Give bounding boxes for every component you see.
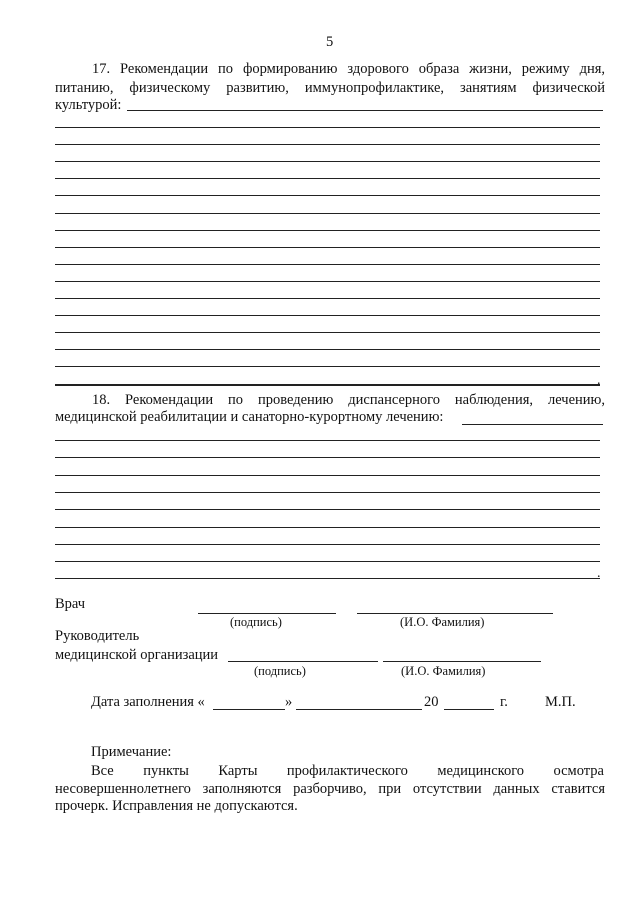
section17-line1: 17. Рекомендации по формированию здорового образа жизни, режиму дня, <box>92 61 605 77</box>
section18-answer-line[interactable] <box>55 527 600 528</box>
section18-answer-line[interactable] <box>55 578 600 579</box>
stamp-label: М.П. <box>545 694 576 710</box>
section17-answer-line[interactable] <box>55 281 600 282</box>
section18-answer-line[interactable] <box>55 561 600 562</box>
date-day-field[interactable] <box>213 709 285 710</box>
section18-answer-line[interactable] <box>55 544 600 545</box>
note-title: Примечание: <box>91 744 172 760</box>
note-line1: Все пункты Карты профилактического медицинского осмотра <box>91 763 604 779</box>
section17-answer-line[interactable] <box>55 144 600 145</box>
section17-answer-line[interactable] <box>55 366 600 367</box>
date-year-suffix: г. <box>500 694 508 710</box>
section17-line3: культурой: <box>55 97 122 113</box>
section17-answer-line[interactable] <box>127 110 603 111</box>
section17-answer-line[interactable] <box>55 127 600 128</box>
section18-answer-line[interactable] <box>55 457 600 458</box>
page-number: 5 <box>326 34 334 50</box>
section17-answer-line[interactable] <box>55 332 600 333</box>
section18-answer-line[interactable] <box>55 475 600 476</box>
section18-answer-line[interactable] <box>462 424 603 425</box>
doctor-label: Врач <box>55 596 86 612</box>
doctor-name-field[interactable] <box>357 613 553 614</box>
section17-answer-line[interactable] <box>55 349 600 350</box>
date-label: Дата заполнения « <box>91 694 205 710</box>
head-name-field[interactable] <box>383 661 541 662</box>
section17-answer-line[interactable] <box>55 195 600 196</box>
head-label-line2: медицинской организации <box>55 647 219 663</box>
section17-answer-line[interactable] <box>55 298 600 299</box>
section18-answer-line[interactable] <box>55 492 600 493</box>
section18-answer-line[interactable] <box>55 509 600 510</box>
head-label-line1: Руководитель <box>55 628 140 644</box>
section18-line1: 18. Рекомендации по проведению диспансерного наблюдения, лечению, <box>92 392 605 408</box>
section17-answer-line[interactable] <box>55 247 600 248</box>
date-month-field[interactable] <box>296 709 422 710</box>
doctor-signature-field[interactable] <box>198 613 336 614</box>
head-signature-field[interactable] <box>228 661 378 662</box>
head-name-caption: (И.О. Фамилия) <box>401 664 486 678</box>
section17-answer-line[interactable] <box>55 385 600 386</box>
section17-answer-line[interactable] <box>55 161 600 162</box>
section17-answer-line[interactable] <box>55 178 600 179</box>
note-line3: прочерк. Исправления не допускаются. <box>55 798 298 814</box>
section17-end-mark: . <box>597 373 601 388</box>
head-signature-caption: (подпись) <box>254 664 306 678</box>
section18-line2: медицинской реабилитации и санаторно-курортному лечению: <box>55 409 444 425</box>
section17-answer-line[interactable] <box>55 213 600 214</box>
section18-end-mark: . <box>597 566 601 581</box>
doctor-name-caption: (И.О. Фамилия) <box>400 615 485 629</box>
date-close-quote: » <box>285 694 293 710</box>
section17-line2: питанию, физическому развитию, иммунопрофилактике, занятиям физической <box>55 80 605 96</box>
section18-answer-line[interactable] <box>55 440 600 441</box>
date-year-prefix: 20 <box>424 694 439 710</box>
section17-answer-line[interactable] <box>55 264 600 265</box>
section17-answer-line[interactable] <box>55 230 600 231</box>
section17-answer-line[interactable] <box>55 315 600 316</box>
date-year-field[interactable] <box>444 709 494 710</box>
doctor-signature-caption: (подпись) <box>230 615 282 629</box>
note-line2: несовершеннолетнего заполняются разборчиво, при отсутствии данных ставится <box>55 781 605 797</box>
